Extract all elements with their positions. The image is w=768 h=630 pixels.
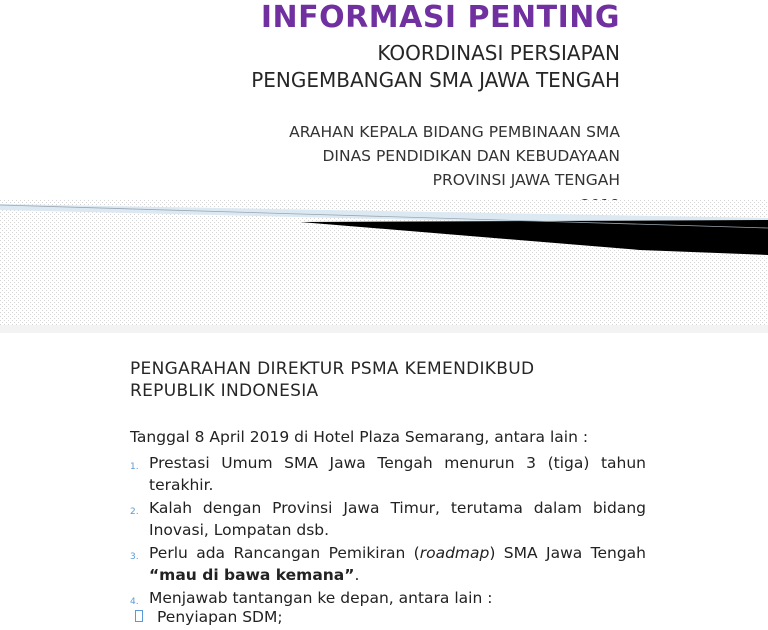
slide-divider bbox=[0, 325, 768, 333]
slide-title: INFORMASI PENTING bbox=[260, 0, 620, 35]
square-bullet-icon bbox=[135, 610, 143, 622]
meta-line-3: PROVINSI JAWA TENGAH bbox=[432, 171, 620, 189]
sub-item-text: Penyiapan SDM; bbox=[157, 608, 283, 626]
list-item bbox=[130, 543, 646, 586]
content-heading-line2: REPUBLIK INDONESIA bbox=[130, 381, 319, 401]
item-number: 3. bbox=[130, 552, 139, 562]
slide-subtitle-line2: PENGEMBANGAN SMA JAWA TENGAH bbox=[251, 68, 620, 92]
item-text-end: . bbox=[354, 565, 360, 584]
meta-line-1: ARAHAN KEPALA BIDANG PEMBINAAN SMA bbox=[289, 123, 620, 141]
intro-text: Tanggal 8 April 2019 di Hotel Plaza Semarang, antara lain : bbox=[130, 428, 589, 446]
list-item bbox=[130, 453, 646, 496]
numbered-points bbox=[130, 453, 646, 612]
item-text-after: ) SMA Jawa Tengah bbox=[489, 544, 646, 562]
meta-line-2: DINAS PENDIDIKAN DAN KEBUDAYAAN bbox=[322, 147, 620, 165]
item-text-italic: roadmap bbox=[419, 544, 490, 562]
item-text: Menjawab tantangan ke depan, antara lain : bbox=[149, 589, 493, 607]
item-text-bold: “mau di bawa kemana” bbox=[149, 565, 355, 584]
item-number: 2. bbox=[130, 507, 139, 517]
item-text: Kalah dengan Provinsi Jawa Timur, terutama dalam bidang Inovasi, Lompatan dsb. bbox=[149, 499, 646, 539]
item-text: Prestasi Umum SMA Jawa Tengah menurun 3 (tiga) tahun terakhir. bbox=[149, 454, 646, 494]
item-text-before: Perlu ada Rancangan Pemikiran ( bbox=[149, 544, 420, 562]
decorative-band bbox=[0, 200, 768, 325]
slide-subtitle-line1: KOORDINASI PERSIAPAN bbox=[377, 41, 620, 65]
content-heading-line1: PENGARAHAN DIREKTUR PSMA KEMENDIKBUD bbox=[130, 359, 535, 379]
item-number: 1. bbox=[130, 462, 139, 472]
list-item bbox=[130, 588, 646, 610]
list-item bbox=[130, 498, 646, 541]
sub-list-item bbox=[135, 608, 283, 626]
content-slide bbox=[0, 333, 768, 630]
item-number: 4. bbox=[130, 597, 139, 607]
